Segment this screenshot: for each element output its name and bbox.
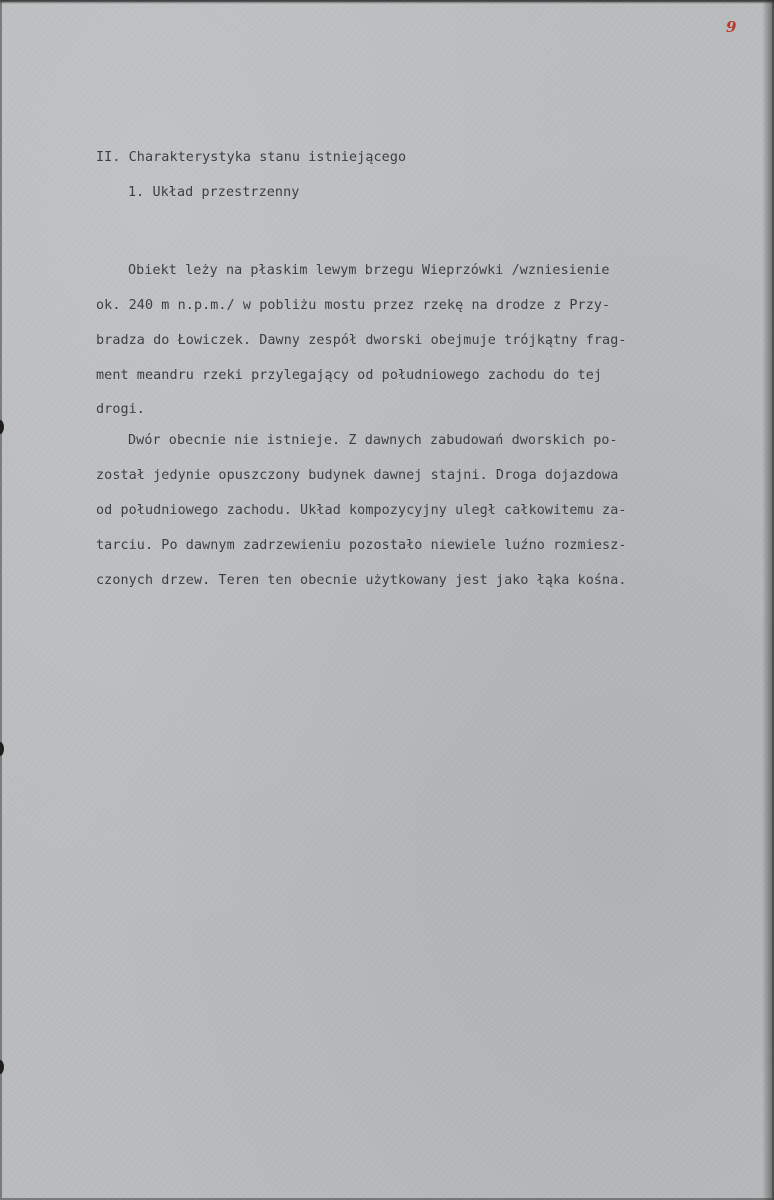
text-line: od południowego zachodu. Układ kompozycyjny uległ całkowitemu za- xyxy=(96,503,627,518)
page-top-edge xyxy=(0,0,774,4)
binding-hole xyxy=(0,1060,4,1074)
text-line: Dwór obecnie nie istnieje. Z dawnych zabudowań dworskich po- xyxy=(128,433,618,448)
text-line: drogi. xyxy=(96,402,145,417)
binding-hole xyxy=(0,420,4,434)
text-line: ment meandru rzeki przylegający od południowego zachodu do tej xyxy=(96,368,603,383)
text-line: Obiekt leży na płaskim lewym brzegu Wieprzówki /wzniesienie xyxy=(128,263,610,278)
text-line: bradza do Łowiczek. Dawny zespół dworski obejmuje trójkątny frag- xyxy=(96,333,627,348)
text-line: został jedynie opuszczony budynek dawnej stajni. Droga dojazdowa xyxy=(96,468,619,483)
page-number: 9 xyxy=(726,18,737,36)
binding-hole xyxy=(0,742,4,756)
page-right-edge xyxy=(762,0,774,1200)
text-line: ok. 240 m n.p.m./ w pobliżu mostu przez rzekę na drodze z Przy- xyxy=(96,298,611,313)
subsection-heading: 1. Układ przestrzenny xyxy=(128,185,300,200)
text-line: tarciu. Po dawnym zadrzewieniu pozostało niewiele luźno rozmiesz- xyxy=(96,538,627,553)
text-line: czonych drzew. Teren ten obecnie użytkowany jest jako łąka kośna. xyxy=(96,573,627,588)
section-heading: II. Charakterystyka stanu istniejącego xyxy=(96,150,407,165)
